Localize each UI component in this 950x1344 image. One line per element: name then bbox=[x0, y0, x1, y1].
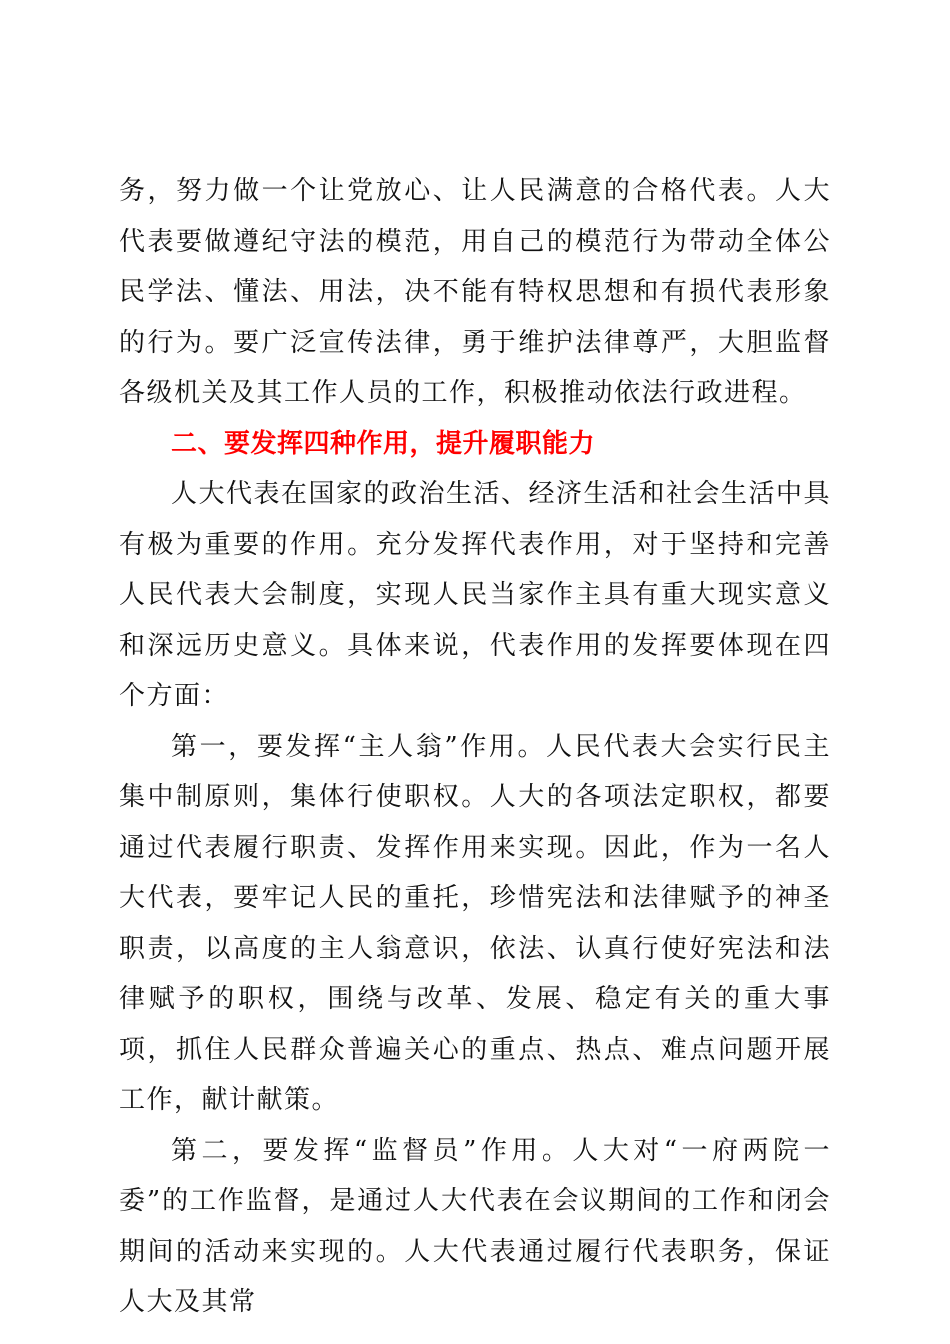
paragraph-first-role: 第一，要发挥“主人翁”作用。人民代表大会实行民主集中制原则，集体行使职权。人大的各项法定职权，都要通过代表履行职责、发挥作用来实现。因此，作为一名人大代表，要牢记人民的重托，珍惜宪法和法律赋予的神圣职责，以高度的主人翁意识，依法、认真行使好宪法和法律赋予的职权，围绕与改革、发展、稳定有关的重大事项，抓住人民群众普遍关心的重点、热点、难点问题开展工作，献计献策。 bbox=[119, 731, 831, 1115]
paragraph-duties-continued: 务，努力做一个让党放心、让人民满意的合格代表。人大代表要做遵纪守法的模范，用自己的模范行为带动全体公民学法、懂法、用法，决不能有特权思想和有损代表形象的行为。要广泛宣传法律，勇于维护法律尊严，大胆监督各级机关及其工作人员的工作，积极推动依法行政进程。 bbox=[119, 176, 831, 408]
paragraph-second-role: 第二，要发挥“监督员”作用。人大对“一府两院一委”的工作监督，是通过人大代表在会议期间的工作和闭会期间的活动来实现的。人大代表通过履行代表职务，保证人大及其常 bbox=[119, 1135, 831, 1317]
paragraph-role-intro: 人大代表在国家的政治生活、经济生活和社会生活中具有极为重要的作用。充分发挥代表作用，对于坚持和完善人民代表大会制度，实现人民当家作主具有重大现实意义和深远历史意义。具体来说，代表作用的发挥要体现在四个方面： bbox=[119, 479, 832, 711]
document-body bbox=[119, 166, 831, 1328]
section-heading: 二、要发挥四种作用，提升履职能力 bbox=[171, 428, 596, 459]
